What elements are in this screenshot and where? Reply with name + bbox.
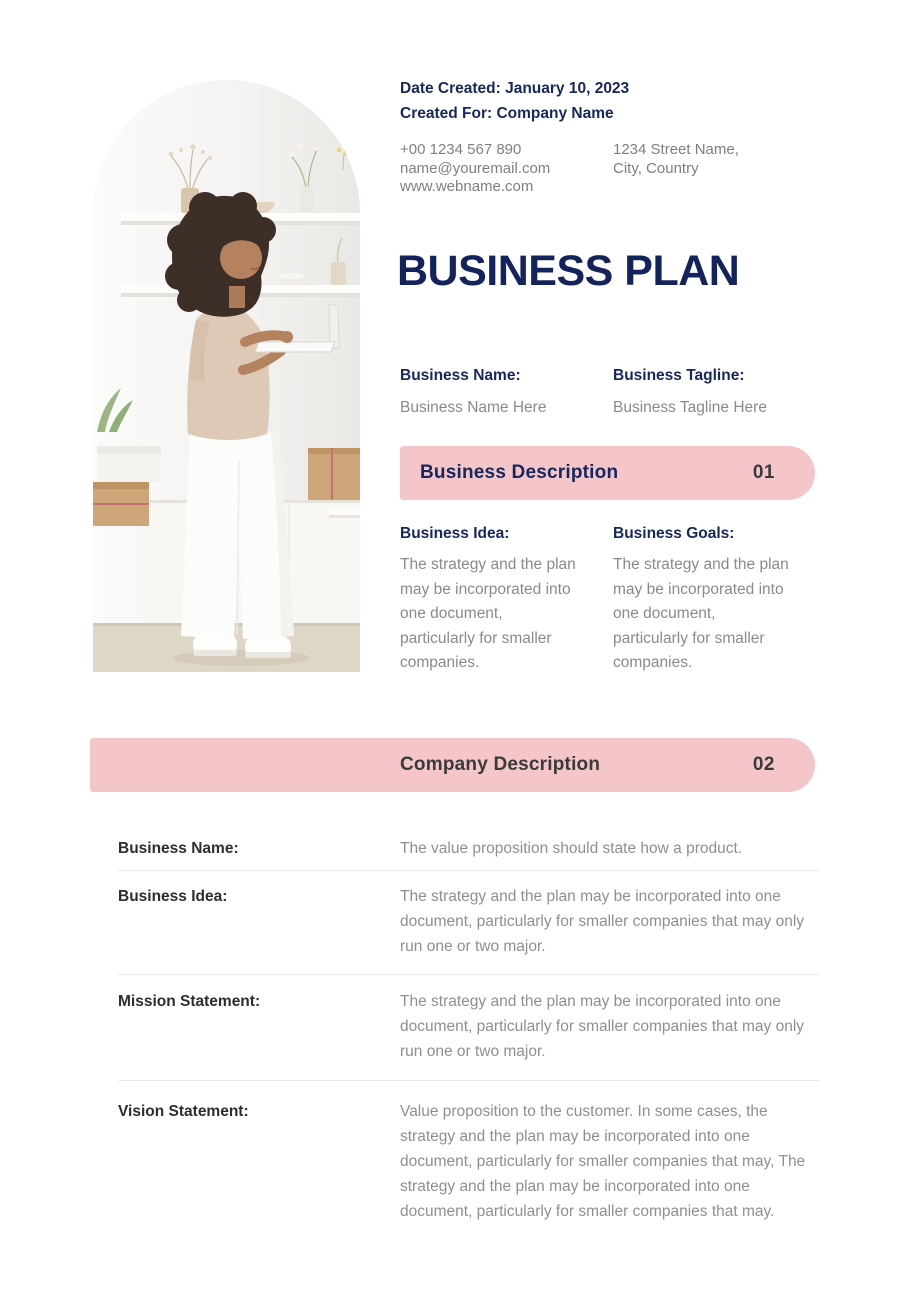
business-name-value: Business Name Here [400,399,547,416]
header-meta [400,76,820,126]
row-text: Value proposition to the customer. In some cases, the strategy and the plan may be incorporated into one document, particularly for smaller companies that may, The strategy and the plan may be incorporated into one document, particularly for smaller companies that may. [400,1103,806,1220]
phone: +00 1234 567 890 [400,141,522,158]
section-banner-business-description [400,446,815,500]
business-name-label: Business Name: [400,367,521,384]
company-description-table [0,822,900,1224]
business-idea-label: Business Idea: [400,525,510,542]
email: name@youremail.com [400,159,551,177]
table-row [118,822,820,871]
business-tagline-label: Business Tagline: [613,367,745,384]
row-text: The strategy and the plan may be incorporated into one document, particularly for smaller companies that may only run one or two major. [400,993,805,1060]
table-row [118,975,820,1081]
date-created: Date Created: January 10, 2023 [400,80,630,97]
business-tagline-field [613,366,826,418]
section-1-columns [400,524,826,676]
website: www.webname.com [400,178,534,195]
business-idea-text: The strategy and the plan may be incorporated into one document, particularly for smaller companies. [400,556,576,671]
contact-column-right [613,141,826,197]
intro-fields [400,366,826,418]
cover-photo [93,80,360,672]
row-label: Vision Statement: [118,1103,249,1120]
table-row [118,1081,820,1224]
address-line-1: 1234 Street Name, [613,141,739,158]
section-2-number: 02 [752,754,775,775]
row-text: The strategy and the plan may be incorporated into one document, particularly for smaller companies that may only run one or two major. [400,888,805,955]
business-goals-text: The strategy and the plan may be incorporated into one document, particularly for smaller companies. [613,556,789,671]
row-label: Mission Statement: [118,993,261,1010]
business-name-field [400,366,613,418]
row-label: Business Name: [118,840,239,857]
cover-photo-illustration [93,80,360,672]
contact-column-left [400,141,613,197]
section-banner-company-description [90,738,815,792]
table-row [118,871,820,975]
section-2-title: Company Description [400,754,601,775]
business-tagline-value: Business Tagline Here [613,399,767,416]
created-for: Created For: Company Name [400,105,614,122]
section-1-title: Business Description [420,462,619,483]
business-goals-column [613,524,826,676]
contact-block [400,141,826,197]
page-title: BUSINESS PLAN [397,247,740,295]
address-line-2: City, Country [613,159,699,177]
business-goals-label: Business Goals: [613,525,735,542]
row-label: Business Idea: [118,888,228,905]
business-idea-column [400,524,613,676]
section-1-number: 01 [752,462,775,483]
row-text: The value proposition should state how a product. [400,840,743,857]
